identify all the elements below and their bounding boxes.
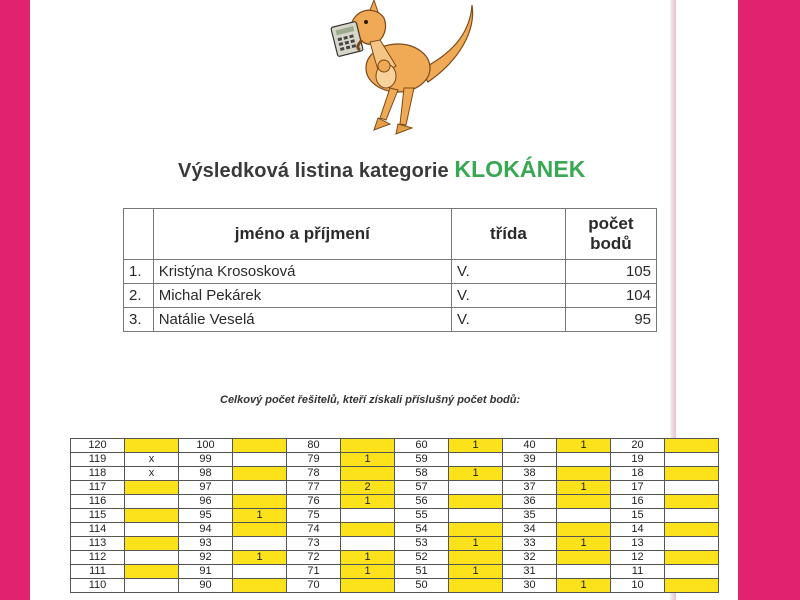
score-cell: 20 xyxy=(611,439,665,453)
score-cell: 18 xyxy=(611,467,665,481)
score-cell: 38 xyxy=(503,467,557,481)
count-cell xyxy=(125,537,179,551)
score-cell: 40 xyxy=(503,439,557,453)
title-category: KLOKÁNEK xyxy=(454,156,586,182)
count-cell xyxy=(341,537,395,551)
table-row xyxy=(124,260,657,284)
count-cell: 1 xyxy=(449,565,503,579)
count-cell xyxy=(449,453,503,467)
count-cell xyxy=(557,467,611,481)
name-cell: Natálie Veselá xyxy=(153,308,451,332)
score-cell: 57 xyxy=(395,481,449,495)
count-cell xyxy=(557,509,611,523)
score-cell: 51 xyxy=(395,565,449,579)
results-title xyxy=(178,156,638,183)
distribution-row xyxy=(71,509,719,523)
header-rank xyxy=(124,209,154,260)
document-page xyxy=(30,0,738,600)
score-cell: 120 xyxy=(71,439,125,453)
score-cell: 118 xyxy=(71,467,125,481)
count-cell: 1 xyxy=(557,439,611,453)
count-cell xyxy=(557,495,611,509)
score-cell: 114 xyxy=(71,523,125,537)
score-cell: 110 xyxy=(71,579,125,593)
count-cell xyxy=(557,453,611,467)
score-cell: 74 xyxy=(287,523,341,537)
class-cell: V. xyxy=(451,308,565,332)
score-cell: 111 xyxy=(71,565,125,579)
score-cell: 30 xyxy=(503,579,557,593)
count-cell xyxy=(125,495,179,509)
score-cell: 117 xyxy=(71,481,125,495)
count-cell xyxy=(125,565,179,579)
count-cell xyxy=(557,551,611,565)
rank-cell: 3. xyxy=(124,308,154,332)
score-cell: 16 xyxy=(611,495,665,509)
distribution-row xyxy=(71,537,719,551)
score-cell: 34 xyxy=(503,523,557,537)
count-cell xyxy=(233,439,287,453)
count-cell: x xyxy=(125,467,179,481)
score-cell: 54 xyxy=(395,523,449,537)
score-cell: 75 xyxy=(287,509,341,523)
score-cell: 37 xyxy=(503,481,557,495)
score-cell: 92 xyxy=(179,551,233,565)
count-cell: 1 xyxy=(341,495,395,509)
count-cell xyxy=(233,467,287,481)
count-cell xyxy=(341,579,395,593)
results-header-row xyxy=(124,209,657,260)
score-cell: 98 xyxy=(179,467,233,481)
count-cell: 1 xyxy=(233,509,287,523)
count-cell: 1 xyxy=(449,467,503,481)
distribution-row xyxy=(71,551,719,565)
count-cell xyxy=(233,579,287,593)
count-cell xyxy=(557,565,611,579)
score-cell: 72 xyxy=(287,551,341,565)
score-cell: 52 xyxy=(395,551,449,565)
score-cell: 15 xyxy=(611,509,665,523)
score-cell: 94 xyxy=(179,523,233,537)
score-cell: 31 xyxy=(503,565,557,579)
count-cell xyxy=(449,509,503,523)
header-class: třída xyxy=(451,209,565,260)
count-cell xyxy=(233,523,287,537)
score-cell: 17 xyxy=(611,481,665,495)
score-cell: 32 xyxy=(503,551,557,565)
count-cell xyxy=(341,439,395,453)
count-cell: 1 xyxy=(557,537,611,551)
count-cell xyxy=(233,495,287,509)
count-cell: 1 xyxy=(449,439,503,453)
score-cell: 58 xyxy=(395,467,449,481)
score-cell: 10 xyxy=(611,579,665,593)
count-cell xyxy=(125,523,179,537)
count-cell xyxy=(233,453,287,467)
count-cell xyxy=(665,495,719,509)
title-prefix: Výsledková listina kategorie xyxy=(178,160,449,182)
count-cell xyxy=(125,579,179,593)
count-cell xyxy=(125,481,179,495)
score-cell: 115 xyxy=(71,509,125,523)
count-cell xyxy=(665,565,719,579)
count-cell: 1 xyxy=(341,565,395,579)
distribution-row xyxy=(71,579,719,593)
points-cell: 104 xyxy=(565,284,656,308)
count-cell: x xyxy=(125,453,179,467)
score-cell: 36 xyxy=(503,495,557,509)
count-cell xyxy=(665,481,719,495)
score-cell: 50 xyxy=(395,579,449,593)
score-cell: 90 xyxy=(179,579,233,593)
count-cell xyxy=(665,467,719,481)
score-cell: 93 xyxy=(179,537,233,551)
count-cell xyxy=(341,509,395,523)
score-cell: 12 xyxy=(611,551,665,565)
count-cell: 1 xyxy=(233,551,287,565)
table-row xyxy=(124,284,657,308)
score-cell: 70 xyxy=(287,579,341,593)
score-cell: 116 xyxy=(71,495,125,509)
name-cell: Michal Pekárek xyxy=(153,284,451,308)
count-cell xyxy=(449,495,503,509)
distribution-row xyxy=(71,495,719,509)
count-cell: 1 xyxy=(341,551,395,565)
count-cell xyxy=(665,579,719,593)
score-cell: 76 xyxy=(287,495,341,509)
score-cell: 80 xyxy=(287,439,341,453)
score-cell: 71 xyxy=(287,565,341,579)
count-cell xyxy=(341,467,395,481)
score-cell: 13 xyxy=(611,537,665,551)
score-cell: 91 xyxy=(179,565,233,579)
score-cell: 99 xyxy=(179,453,233,467)
score-cell: 73 xyxy=(287,537,341,551)
count-cell xyxy=(665,537,719,551)
count-cell xyxy=(449,579,503,593)
name-cell: Kristýna Krososková xyxy=(153,260,451,284)
score-cell: 77 xyxy=(287,481,341,495)
distribution-row xyxy=(71,453,719,467)
score-cell: 60 xyxy=(395,439,449,453)
count-cell: 1 xyxy=(557,579,611,593)
count-cell xyxy=(125,551,179,565)
score-cell: 11 xyxy=(611,565,665,579)
table-row xyxy=(124,308,657,332)
class-cell: V. xyxy=(451,260,565,284)
score-cell: 39 xyxy=(503,453,557,467)
score-cell: 112 xyxy=(71,551,125,565)
score-cell: 14 xyxy=(611,523,665,537)
kangaroo-logo xyxy=(300,0,480,140)
score-cell: 55 xyxy=(395,509,449,523)
distribution-table xyxy=(70,438,719,593)
score-cell: 79 xyxy=(287,453,341,467)
score-cell: 33 xyxy=(503,537,557,551)
points-cell: 105 xyxy=(565,260,656,284)
count-cell: 1 xyxy=(341,453,395,467)
count-cell xyxy=(125,509,179,523)
count-cell xyxy=(665,509,719,523)
distribution-row xyxy=(71,439,719,453)
count-cell xyxy=(449,523,503,537)
rank-cell: 2. xyxy=(124,284,154,308)
distribution-row xyxy=(71,565,719,579)
count-cell xyxy=(125,439,179,453)
count-cell xyxy=(233,565,287,579)
count-cell: 1 xyxy=(557,481,611,495)
count-cell xyxy=(449,551,503,565)
score-cell: 59 xyxy=(395,453,449,467)
distribution-caption: Celkový počet řešitelů, kteří získali příslušný počet bodů: xyxy=(220,394,521,406)
score-cell: 96 xyxy=(179,495,233,509)
count-cell: 1 xyxy=(449,537,503,551)
header-points xyxy=(565,209,656,260)
score-cell: 35 xyxy=(503,509,557,523)
points-cell: 95 xyxy=(565,308,656,332)
score-cell: 53 xyxy=(395,537,449,551)
score-cell: 19 xyxy=(611,453,665,467)
count-cell xyxy=(665,439,719,453)
count-cell xyxy=(557,523,611,537)
count-cell xyxy=(665,453,719,467)
header-points-line1: počet xyxy=(588,214,634,233)
count-cell xyxy=(449,481,503,495)
count-cell xyxy=(665,523,719,537)
header-name: jméno a příjmení xyxy=(153,209,451,260)
count-cell xyxy=(341,523,395,537)
count-cell xyxy=(233,481,287,495)
distribution-body xyxy=(71,439,719,593)
count-cell xyxy=(233,537,287,551)
class-cell: V. xyxy=(451,284,565,308)
score-cell: 95 xyxy=(179,509,233,523)
distribution-row xyxy=(71,481,719,495)
results-table xyxy=(123,208,657,332)
score-cell: 97 xyxy=(179,481,233,495)
distribution-row xyxy=(71,523,719,537)
score-cell: 100 xyxy=(179,439,233,453)
rank-cell: 1. xyxy=(124,260,154,284)
score-cell: 113 xyxy=(71,537,125,551)
score-cell: 119 xyxy=(71,453,125,467)
count-cell: 2 xyxy=(341,481,395,495)
score-cell: 56 xyxy=(395,495,449,509)
score-cell: 78 xyxy=(287,467,341,481)
count-cell xyxy=(665,551,719,565)
header-points-line2: bodů xyxy=(590,234,632,253)
distribution-row xyxy=(71,467,719,481)
